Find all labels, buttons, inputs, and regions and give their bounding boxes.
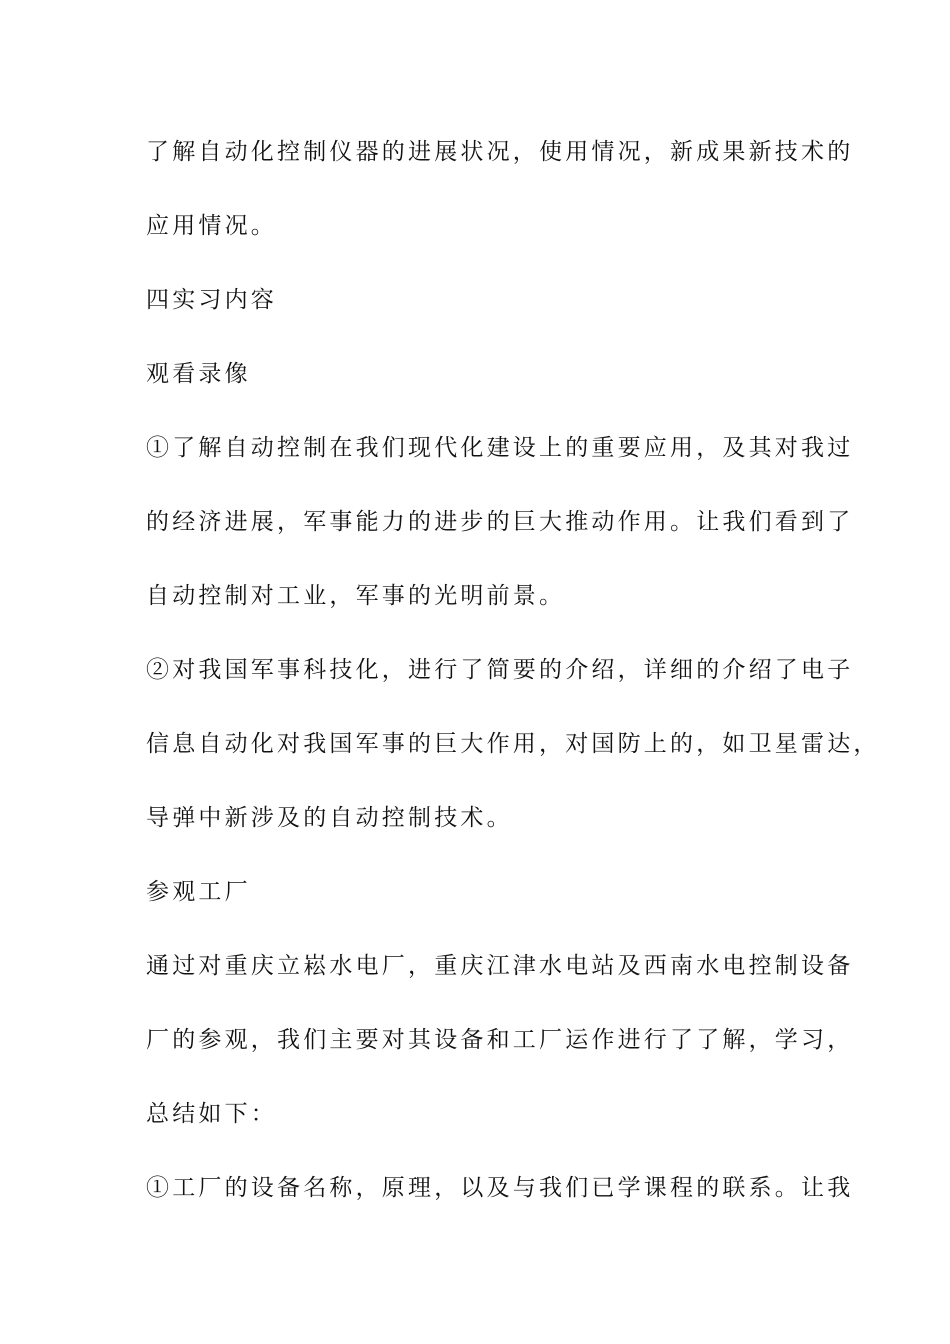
paragraph-line: ②对我国军事科技化，进行了简要的介绍，详细的介绍了电子	[146, 657, 854, 683]
paragraph-line: ①了解自动控制在我们现代化建设上的重要应用，及其对我过	[146, 435, 854, 461]
paragraph-line: 总结如下：	[146, 1101, 277, 1127]
paragraph-line: ①工厂的设备名称，原理，以及与我们已学课程的联系。让我	[146, 1175, 854, 1201]
paragraph-line: 信息自动化对我国军事的巨大作用，对国防上的，如卫星雷达，	[146, 731, 880, 757]
paragraph-line: 了解自动化控制仪器的进展状况，使用情况，新成果新技术的	[146, 139, 854, 165]
paragraph-line: 厂的参观，我们主要对其设备和工厂运作进行了了解，学习，	[146, 1027, 854, 1053]
subsection-heading: 观看录像	[146, 361, 251, 387]
paragraph-line: 的经济进展，军事能力的进步的巨大推动作用。让我们看到了	[146, 509, 854, 535]
subsection-heading: 参观工厂	[146, 879, 251, 905]
section-heading: 四实习内容	[146, 287, 277, 313]
paragraph-line: 导弹中新涉及的自动控制技术。	[146, 805, 513, 831]
paragraph-line: 自动控制对工业，军事的光明前景。	[146, 583, 566, 609]
paragraph-line: 应用情况。	[146, 213, 277, 239]
paragraph-line: 通过对重庆立崧水电厂，重庆江津水电站及西南水电控制设备	[146, 953, 854, 979]
